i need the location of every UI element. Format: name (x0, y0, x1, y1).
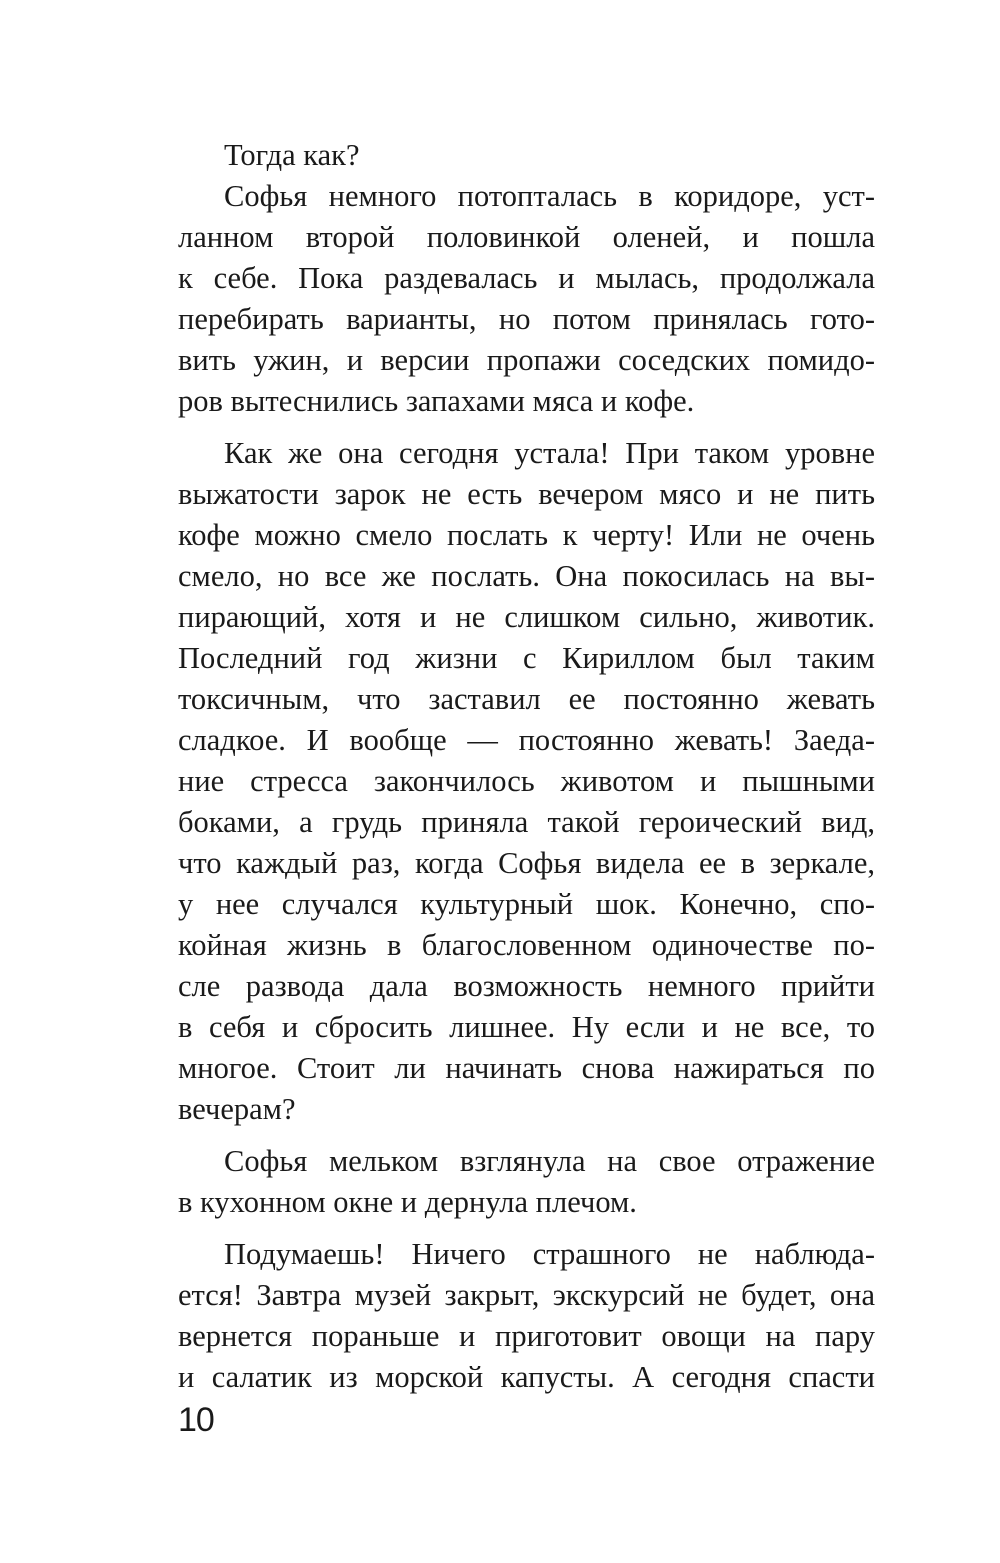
text-line: Подумаешь! Ничего страшного не наблюда- (224, 1237, 875, 1271)
text-line: что каждый раз, когда Софья видела ее в зеркале, (178, 846, 875, 880)
text-line: кофе можно смело послать к черту! Или не очень (178, 518, 875, 552)
text-line: ние стресса закончилось животом и пышными (178, 764, 875, 798)
page-number: 10 (178, 1401, 214, 1439)
text-line: к себе. Пока раздевалась и мылась, продолжала (178, 261, 875, 295)
text-line: вернется пораньше и приготовит овощи на пару (178, 1319, 875, 1353)
text-line: ров вытеснились запахами мяса и кофе. (178, 384, 695, 418)
paragraph (178, 135, 875, 176)
paragraph (178, 176, 875, 422)
text-line: выжатости зарок не есть вечером мясо и не пить (178, 477, 875, 511)
text-line: в кухонном окне и дернула плечом. (178, 1185, 637, 1219)
text-line: токсичным, что заставил ее постоянно жевать (178, 682, 875, 716)
text-line: сладкое. И вообще — постоянно жевать! Заеда- (178, 723, 875, 757)
body-text (178, 135, 875, 1398)
text-line: койная жизнь в благословенном одиночестве по- (178, 928, 875, 962)
text-line: Как же она сегодня устала! При таком уровне (224, 436, 875, 470)
text-line: ется! Завтра музей закрыт, экскурсий не будет, она (178, 1278, 875, 1312)
text-line: Последний год жизни с Кириллом был таким (178, 641, 875, 675)
text-line: смело, но все же послать. Она покосилась на вы- (178, 559, 875, 593)
paragraph (178, 433, 875, 1130)
text-line: боками, а грудь приняла такой героический вид, (178, 805, 875, 839)
text-line: перебирать варианты, но потом принялась гото- (178, 302, 875, 336)
text-line: у нее случался культурный шок. Конечно, спо- (178, 887, 875, 921)
paragraph (178, 1234, 875, 1398)
text-line: и салатик из морской капусты. А сегодня спасти (178, 1360, 875, 1394)
text-line: ланном второй половинкой оленей, и пошла (178, 220, 875, 254)
text-line: Софья немного потопталась в коридоре, уст- (224, 179, 875, 213)
text-line: вечерам? (178, 1092, 296, 1126)
text-line: Тогда как? (224, 138, 360, 172)
text-line: сле развода дала возможность немного прийти (178, 969, 875, 1003)
text-line: в себя и сбросить лишнее. Ну если и не все, то (178, 1010, 875, 1044)
text-line: Софья мельком взглянула на свое отражение (224, 1144, 875, 1178)
paragraph (178, 1141, 875, 1223)
text-line: вить ужин, и версии пропажи соседских помидо- (178, 343, 875, 377)
text-line: многое. Стоит ли начинать снова нажираться по (178, 1051, 875, 1085)
text-line: пирающий, хотя и не слишком сильно, животик. (178, 600, 875, 634)
